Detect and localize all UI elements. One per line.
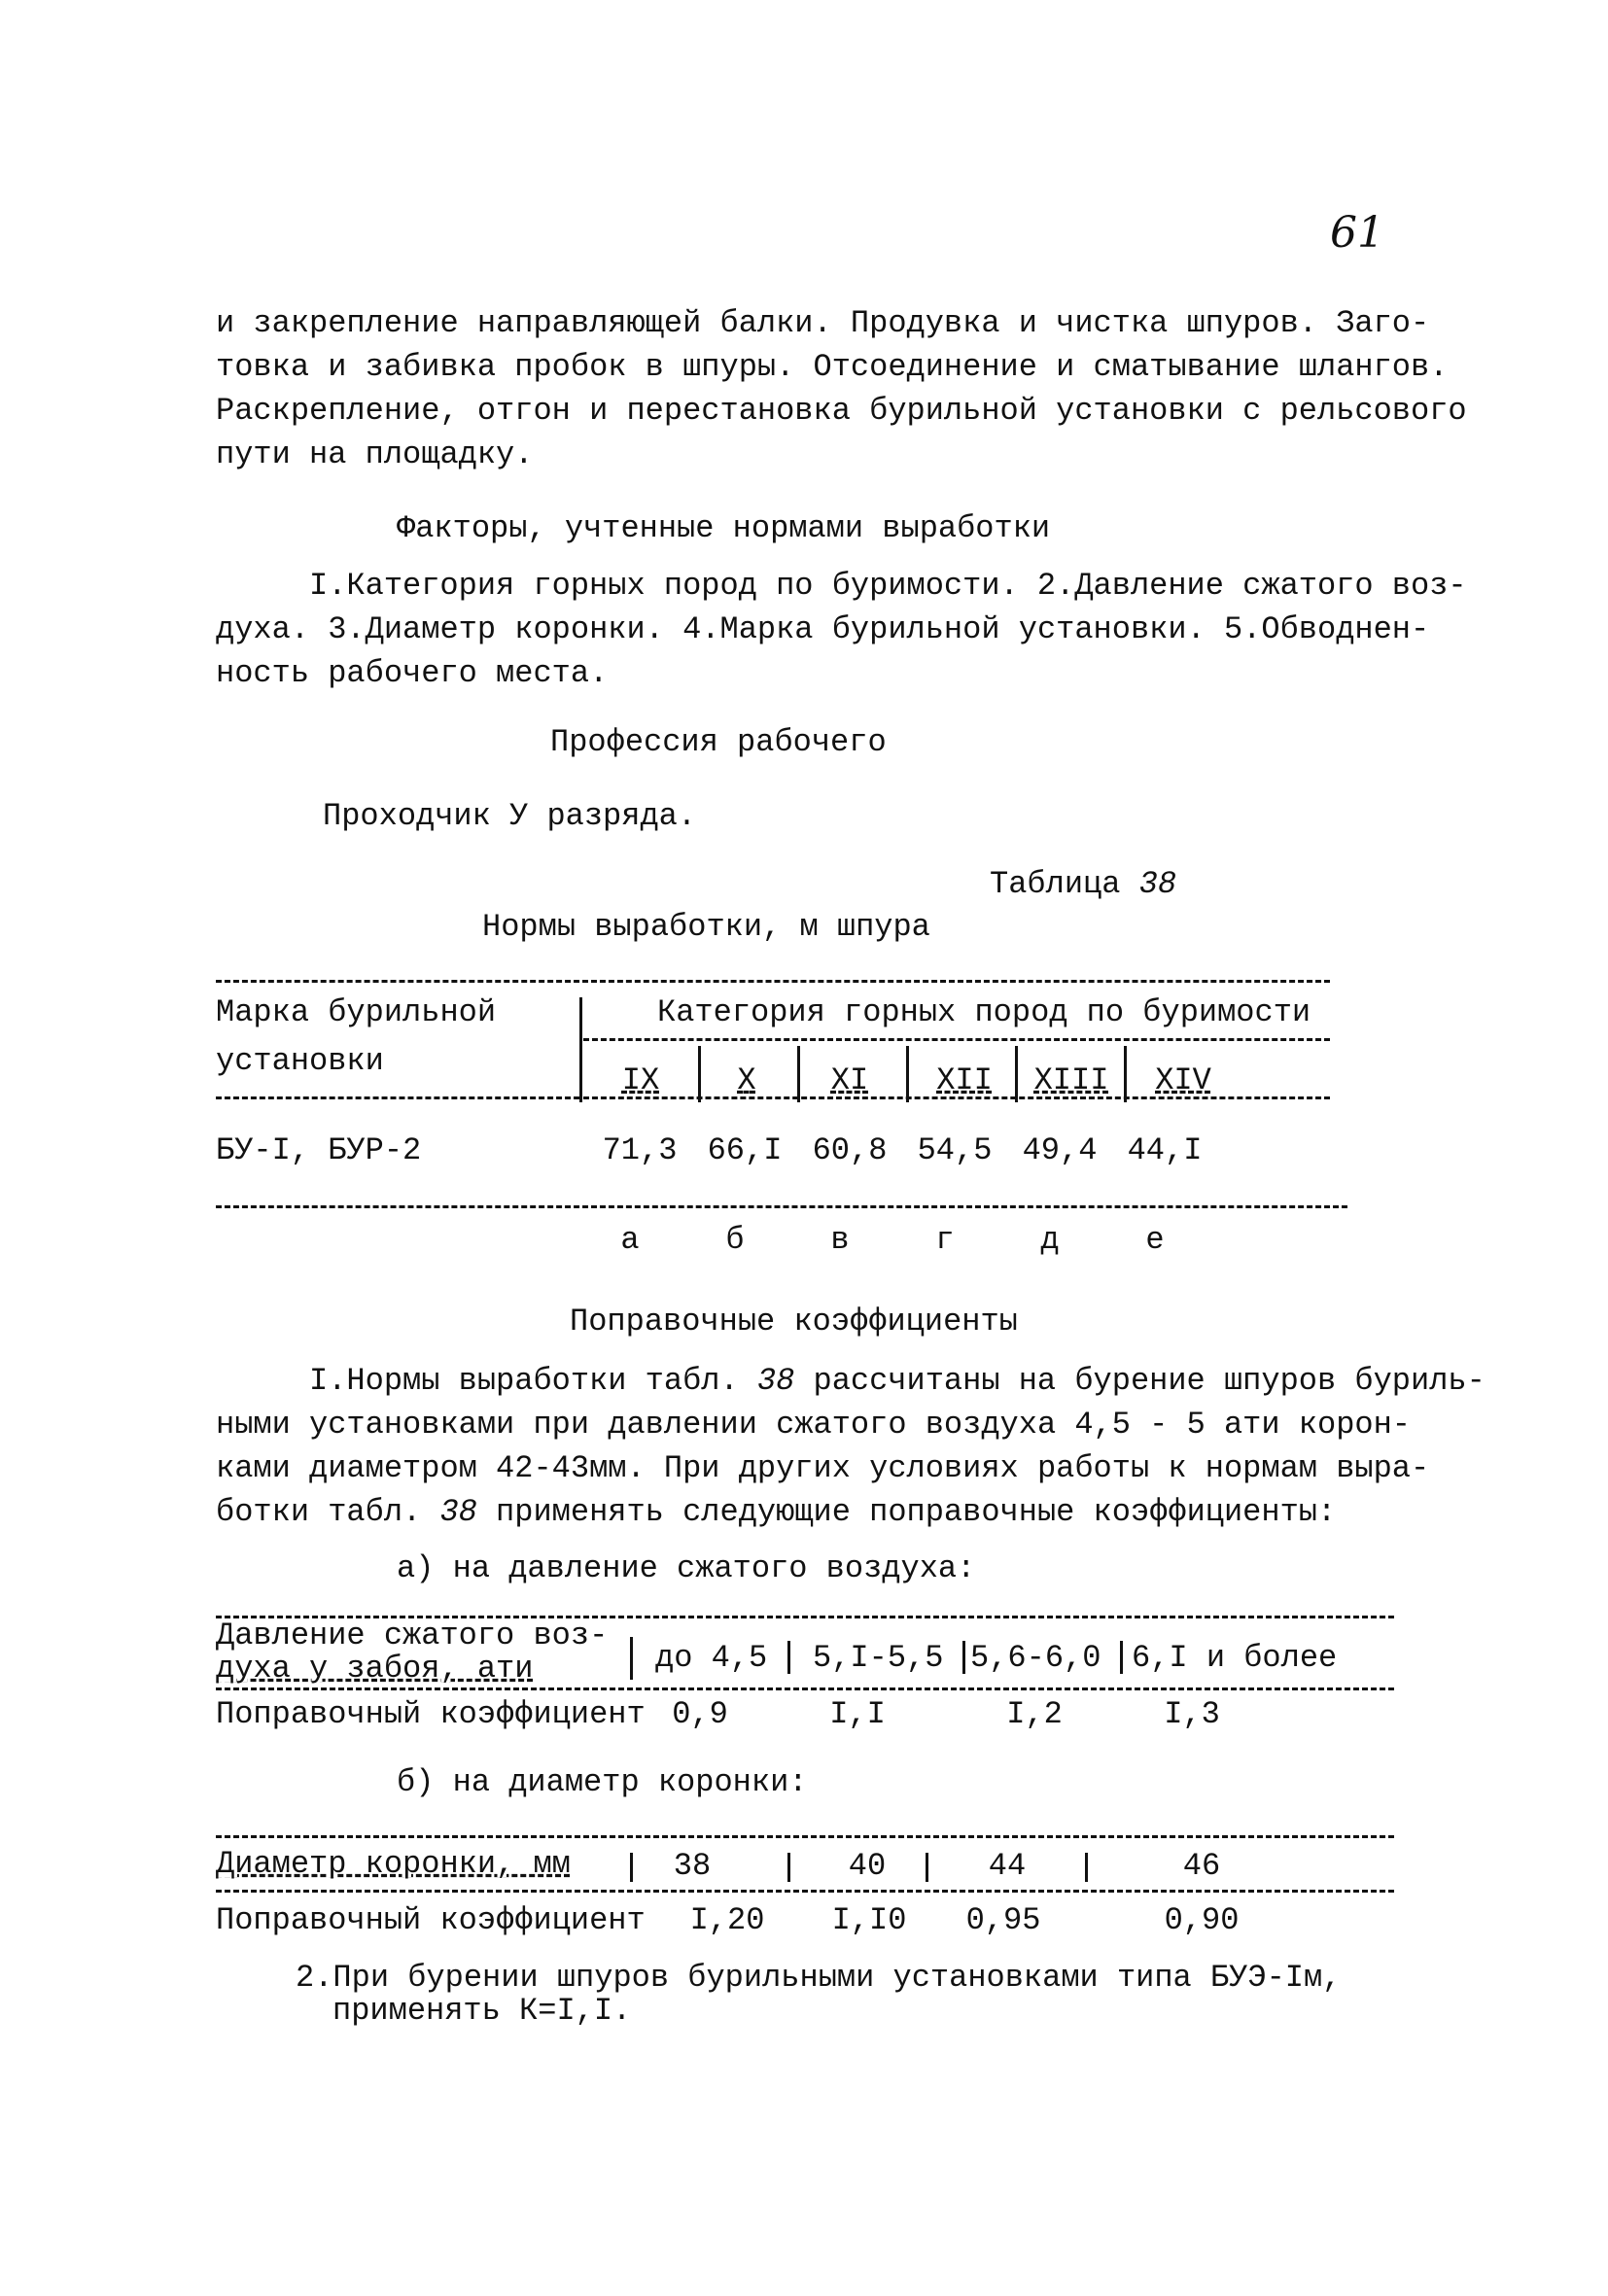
subsection-b: б) на диаметр коронки: [397,1764,808,1800]
table-separator [698,1046,701,1102]
page-number: 61 [1330,208,1384,258]
table-value: 49,4 [1022,1132,1098,1168]
diameter-rule-mid [216,1890,1394,1893]
diameter-separator [787,1853,790,1882]
pressure-coef-label: Поправочный коэффициент [216,1696,646,1732]
table-separator [1124,1046,1127,1102]
diameter-separator [1085,1853,1088,1882]
table-rule-col1 [216,1096,579,1099]
table-rule-header-bottom [583,1096,1330,1099]
table-category-header: X [737,1062,756,1098]
table-rule-top [216,980,1330,983]
factors-line: духа. 3.Диаметр коронки. 4.Марка бурильной установки. 5.Обводнен- [216,611,1430,647]
table-value: 54,5 [917,1132,993,1168]
table-column-letter: е [1145,1222,1165,1258]
table-separator [906,1046,909,1102]
pressure-label-line2: духа у забоя, ати [216,1651,534,1687]
table-value: 60,8 [812,1132,888,1168]
table-caption-number: 38 [1138,866,1177,902]
intro-line: и закрепление направляющей балки. Продувка и чистка шпуров. Заго- [216,305,1430,341]
table-caption [990,863,1176,906]
intro-paragraph [216,301,1467,476]
corrections-para2-line1: 2.При бурении шпуров бурильными установками типа БУЭ-Iм, [296,1960,1342,1996]
diameter-coef: 0,90 [1164,1902,1240,1938]
pressure-coef: 0,9 [672,1696,728,1732]
factors-line: ность рабочего места. [216,655,609,691]
pressure-header: 6,I и более [1132,1640,1338,1676]
pressure-coef: I,2 [1006,1696,1063,1732]
pressure-separator [787,1641,790,1674]
table-category-header: XIV [1155,1062,1211,1098]
pressure-header: до 4,5 [655,1640,768,1676]
corrections-heading: Поправочные коэффициенты [570,1304,1018,1339]
table-caption-label: Таблица [990,866,1121,902]
pressure-separator [962,1641,965,1674]
table-rule-bottom [216,1205,1347,1208]
corrections-paragraph [216,1359,1486,1534]
table-col1-header-line1: Марка бурильной [216,994,497,1030]
pressure-separator [1120,1641,1123,1674]
factors-line: I.Категория горных пород по буримости. 2.Давление сжатого воз- [309,568,1467,604]
diameter-label: Диаметр коронки, мм [216,1846,571,1882]
factors-paragraph [216,564,1467,695]
table-value: 44,I [1127,1132,1203,1168]
intro-line: товка и забивка пробок в шпуры. Отсоединение и сматывание шлангов. [216,349,1449,385]
diameter-coef: I,I0 [831,1902,907,1938]
table-reference: 38 [756,1363,795,1399]
table-col1-header-line2: установки [216,1043,384,1079]
diameter-header: 38 [673,1848,712,1884]
subsection-a: а) на давление сжатого воздуха: [397,1550,976,1586]
table-column-letter: б [725,1222,745,1258]
profession-text: Проходчик У разряда. [323,798,697,834]
intro-line: Раскрепление, отгон и перестановка бурильной установки с рельсового [216,393,1467,429]
table-column-letter: в [830,1222,850,1258]
table-value: 66,I [707,1132,783,1168]
diameter-rule-top [216,1835,1394,1838]
corrections-para2-line2: применять К=I,I. [332,1993,632,2029]
diameter-coef: 0,95 [965,1902,1041,1938]
diameter-header: 44 [988,1848,1027,1884]
intro-line: пути на площадку. [216,436,534,472]
table-column-letter: г [935,1222,955,1258]
table-value: 71,3 [602,1132,678,1168]
table-column-letter: д [1040,1222,1060,1258]
corrections-line: ботки табл. 38 применять следующие поправочные коэффициенты: [216,1494,1337,1530]
corrections-line: ками диаметром 42-43мм. При других условиях работы к нормам выра- [216,1450,1430,1486]
table-separator [1015,1046,1018,1102]
table-category-header: XIII [1033,1062,1109,1098]
pressure-label-line1: Давление сжатого воз- [216,1618,609,1653]
table-group-header: Категория горных пород по буримости [657,994,1311,1030]
table-row-label: БУ-I, БУР-2 [216,1132,422,1168]
table-category-header: XII [936,1062,993,1098]
table-category-header: IX [621,1062,660,1098]
pressure-coef: I,3 [1164,1696,1220,1732]
table-title: Нормы выработки, м шпура [482,909,930,945]
factors-heading: Факторы, учтенные нормами выработки [397,510,1051,546]
table-category-header: XI [830,1062,869,1098]
corrections-line: ными установками при давлении сжатого воздуха 4,5 - 5 ати корон- [216,1407,1411,1443]
pressure-coef: I,I [829,1696,886,1732]
diameter-coef-label: Поправочный коэффициент [216,1902,646,1938]
table-rule-group [583,1038,1330,1041]
corrections-line: I.Нормы выработки табл. 38 рассчитаны на бурение шпуров буриль- [309,1363,1486,1399]
table-reference: 38 [439,1494,477,1530]
diameter-header: 46 [1182,1848,1221,1884]
pressure-header: 5,6-6,0 [970,1640,1101,1676]
diameter-coef: I,20 [689,1902,765,1938]
pressure-separator [630,1637,633,1680]
diameter-header: 40 [848,1848,887,1884]
diameter-separator [630,1853,633,1882]
pressure-header: 5,I-5,5 [813,1640,944,1676]
table-column-letter: а [620,1222,640,1258]
diameter-separator [926,1853,928,1882]
profession-heading: Профессия рабочего [550,724,887,760]
table-separator [579,997,582,1102]
pressure-rule-mid [216,1687,1394,1690]
table-separator [797,1046,800,1102]
